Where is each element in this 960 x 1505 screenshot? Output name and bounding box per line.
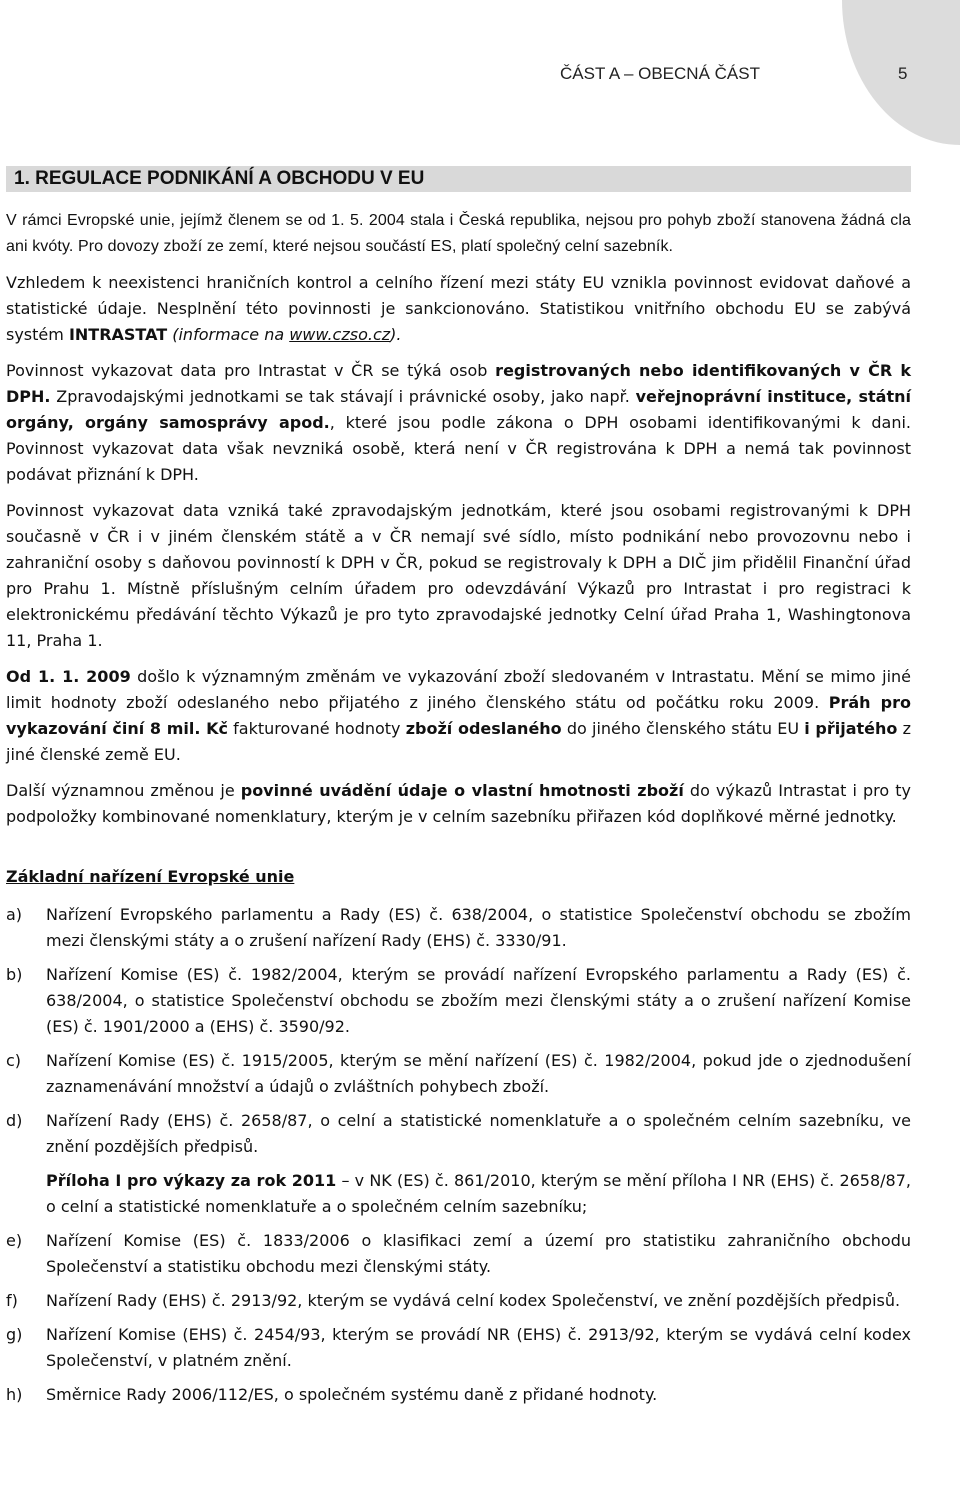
regulations-heading: Základní nařízení Evropské unie — [6, 867, 295, 886]
regulation-item-e: e) Nařízení Komise (ES) č. 1833/2006 o klasifikaci zemí a území pro statistiku zahraničního obchodu Společenství a statistiku obchodu mezi členskými státy. — [6, 1231, 911, 1276]
paragraph-net-mass: Další významnou změnou je povinné uvádění údaje o vlastní hmotnosti zboží do výkazů Intrastat i pro ty podpoložky kombinované nomenklatury, kterým je v celním sazebníku přiřazen kód doplňkové měrné jednotky. — [6, 781, 911, 826]
regulation-item-c: c) Nařízení Komise (ES) č. 1915/2005, kterým se mění nařízení (ES) č. 1982/2004, pokud jde o zjednodušení zaznamenávání množství a údajů o zvláštních pohybech zboží. — [6, 1051, 911, 1096]
intrastat-system-name: INTRASTAT — [68, 325, 168, 344]
regulation-item-g: g) Nařízení Komise (EHS) č. 2454/93, kterým se provádí NR (EHS) č. 2913/92, kterým se vydává celní kodex Společenství, v platném znění. — [6, 1325, 911, 1370]
paragraph-reporting-units: Povinnost vykazovat data vzniká také zpravodajským jednotkám, které jsou osobami registrovanými k DPH současně v ČR i v jiném členském státě a v ČR nemají své sídlo, místo podnikání nebo provozovnu nebo i zahraniční osoby s daňovou povinností k DPH v ČR, pokud se registrovaly k DPH a DIČ jim přidělil Finanční úřad pro Prahu 1. Místně příslušným celním úřadem pro odevzdávání Výkazů pro Intrastat i pro registraci k elektronickému předávání těchto Výkazů je pro tyto zpravodajské jednotky Celní úřad Praha 1, Washingtonova 11, Praha 1. — [6, 501, 911, 650]
running-head: ČÁST A – OBECNÁ ČÁST — [560, 64, 760, 83]
regulation-item-b: b) Nařízení Komise (ES) č. 1982/2004, kterým se provádí nařízení Evropského parlamentu a Rady (ES) č. 638/2004, o statistice Společenství obchodu se zbožím mezi členskými státy a o zrušení nařízení Komise (ES) č. 1901/2000 a (EHS) č. 3590/92. — [6, 965, 911, 1036]
regulation-item-f: f) Nařízení Rady (EHS) č. 2913/92, kterým se vydává celní kodex Společenství, ve znění pozdějších předpisů. — [6, 1291, 901, 1310]
document-body — [6, 208, 911, 1416]
chapter-title: 1. REGULACE PODNIKÁNÍ A OBCHODU V EU — [14, 168, 425, 189]
paragraph-intrastat-system: Vzhledem k neexistenci hraničních kontrol a celního řízení mezi státy EU vznikla povinnost evidovat daňové a statistické údaje. Nesplnění této povinnosti je sankcionováno. Statistikou vnitřního obchodu EU se zabývá systém INTRASTAT (informace na www.czso.cz). — [6, 273, 911, 344]
paragraph-customs: V rámci Evropské unie, jejímž členem se od 1. 5. 2004 stala i Česká republika, nejsou pro pohyb zboží stanovena žádná cla ani kvóty. Pro dovozy zboží ze zemí, které nejsou součástí ES, platí společný celní sazebník. — [6, 212, 911, 255]
czso-link[interactable]: www.czso.cz — [289, 325, 391, 344]
regulation-item-a: a) Nařízení Evropského parlamentu a Rady (ES) č. 638/2004, o statistice Společenství obchodu se zbožím mezi členskými státy a o zrušení nařízení Rady (EHS) č. 3330/91. — [6, 905, 911, 950]
paragraph-2009-changes: Od 1. 1. 2009 došlo k významným změnám ve vykazování zboží sledovaném v Intrastatu. Mění se mimo jiné limit hodnoty zboží odeslaného nebo přijatého z jiného členského státu od počátku roku 2009. Práh pro vykazování činí 8 mil. Kč fakturované hodnoty zboží odeslaného do jiného členského státu EU i přijatého z jiné členské země EU. — [6, 667, 912, 764]
regulation-item-h: h) Směrnice Rady 2006/112/ES, o společném systému daně z přidané hodnoty. — [6, 1385, 658, 1404]
chapter-heading-bar — [6, 166, 911, 192]
regulation-annex-note: Příloha I pro výkazy za rok 2011 – v NK (ES) č. 861/2010, kterým se mění příloha I NR (EHS) č. 2658/87, o celní a statistické nomenklatuře a o společném celním sazebníku; — [46, 1171, 911, 1216]
regulation-item-d: d) Nařízení Rady (EHS) č. 2658/87, o celní a statistické nomenklatuře a o společném celním sazebníku, ve znění pozdějších předpisů. — [6, 1111, 911, 1156]
paragraph-reporting-obligation: Povinnost vykazovat data pro Intrastat v ČR se týká osob registrovaných nebo identifikovaných v ČR k DPH. Zpravodajskými jednotkami se tak stávají i právnické osoby, jako např. veřejnoprávní instituce, státní orgány, orgány samosprávy apod., které jsou podle zákona o DPH osobami identifikovanými k dani. Povinnost vykazovat data však nevzniká osobě, která není v ČR registrována k DPH a nemá tak povinnost podávat přiznání k DPH. — [6, 361, 912, 484]
page-number: 5 — [898, 64, 908, 83]
